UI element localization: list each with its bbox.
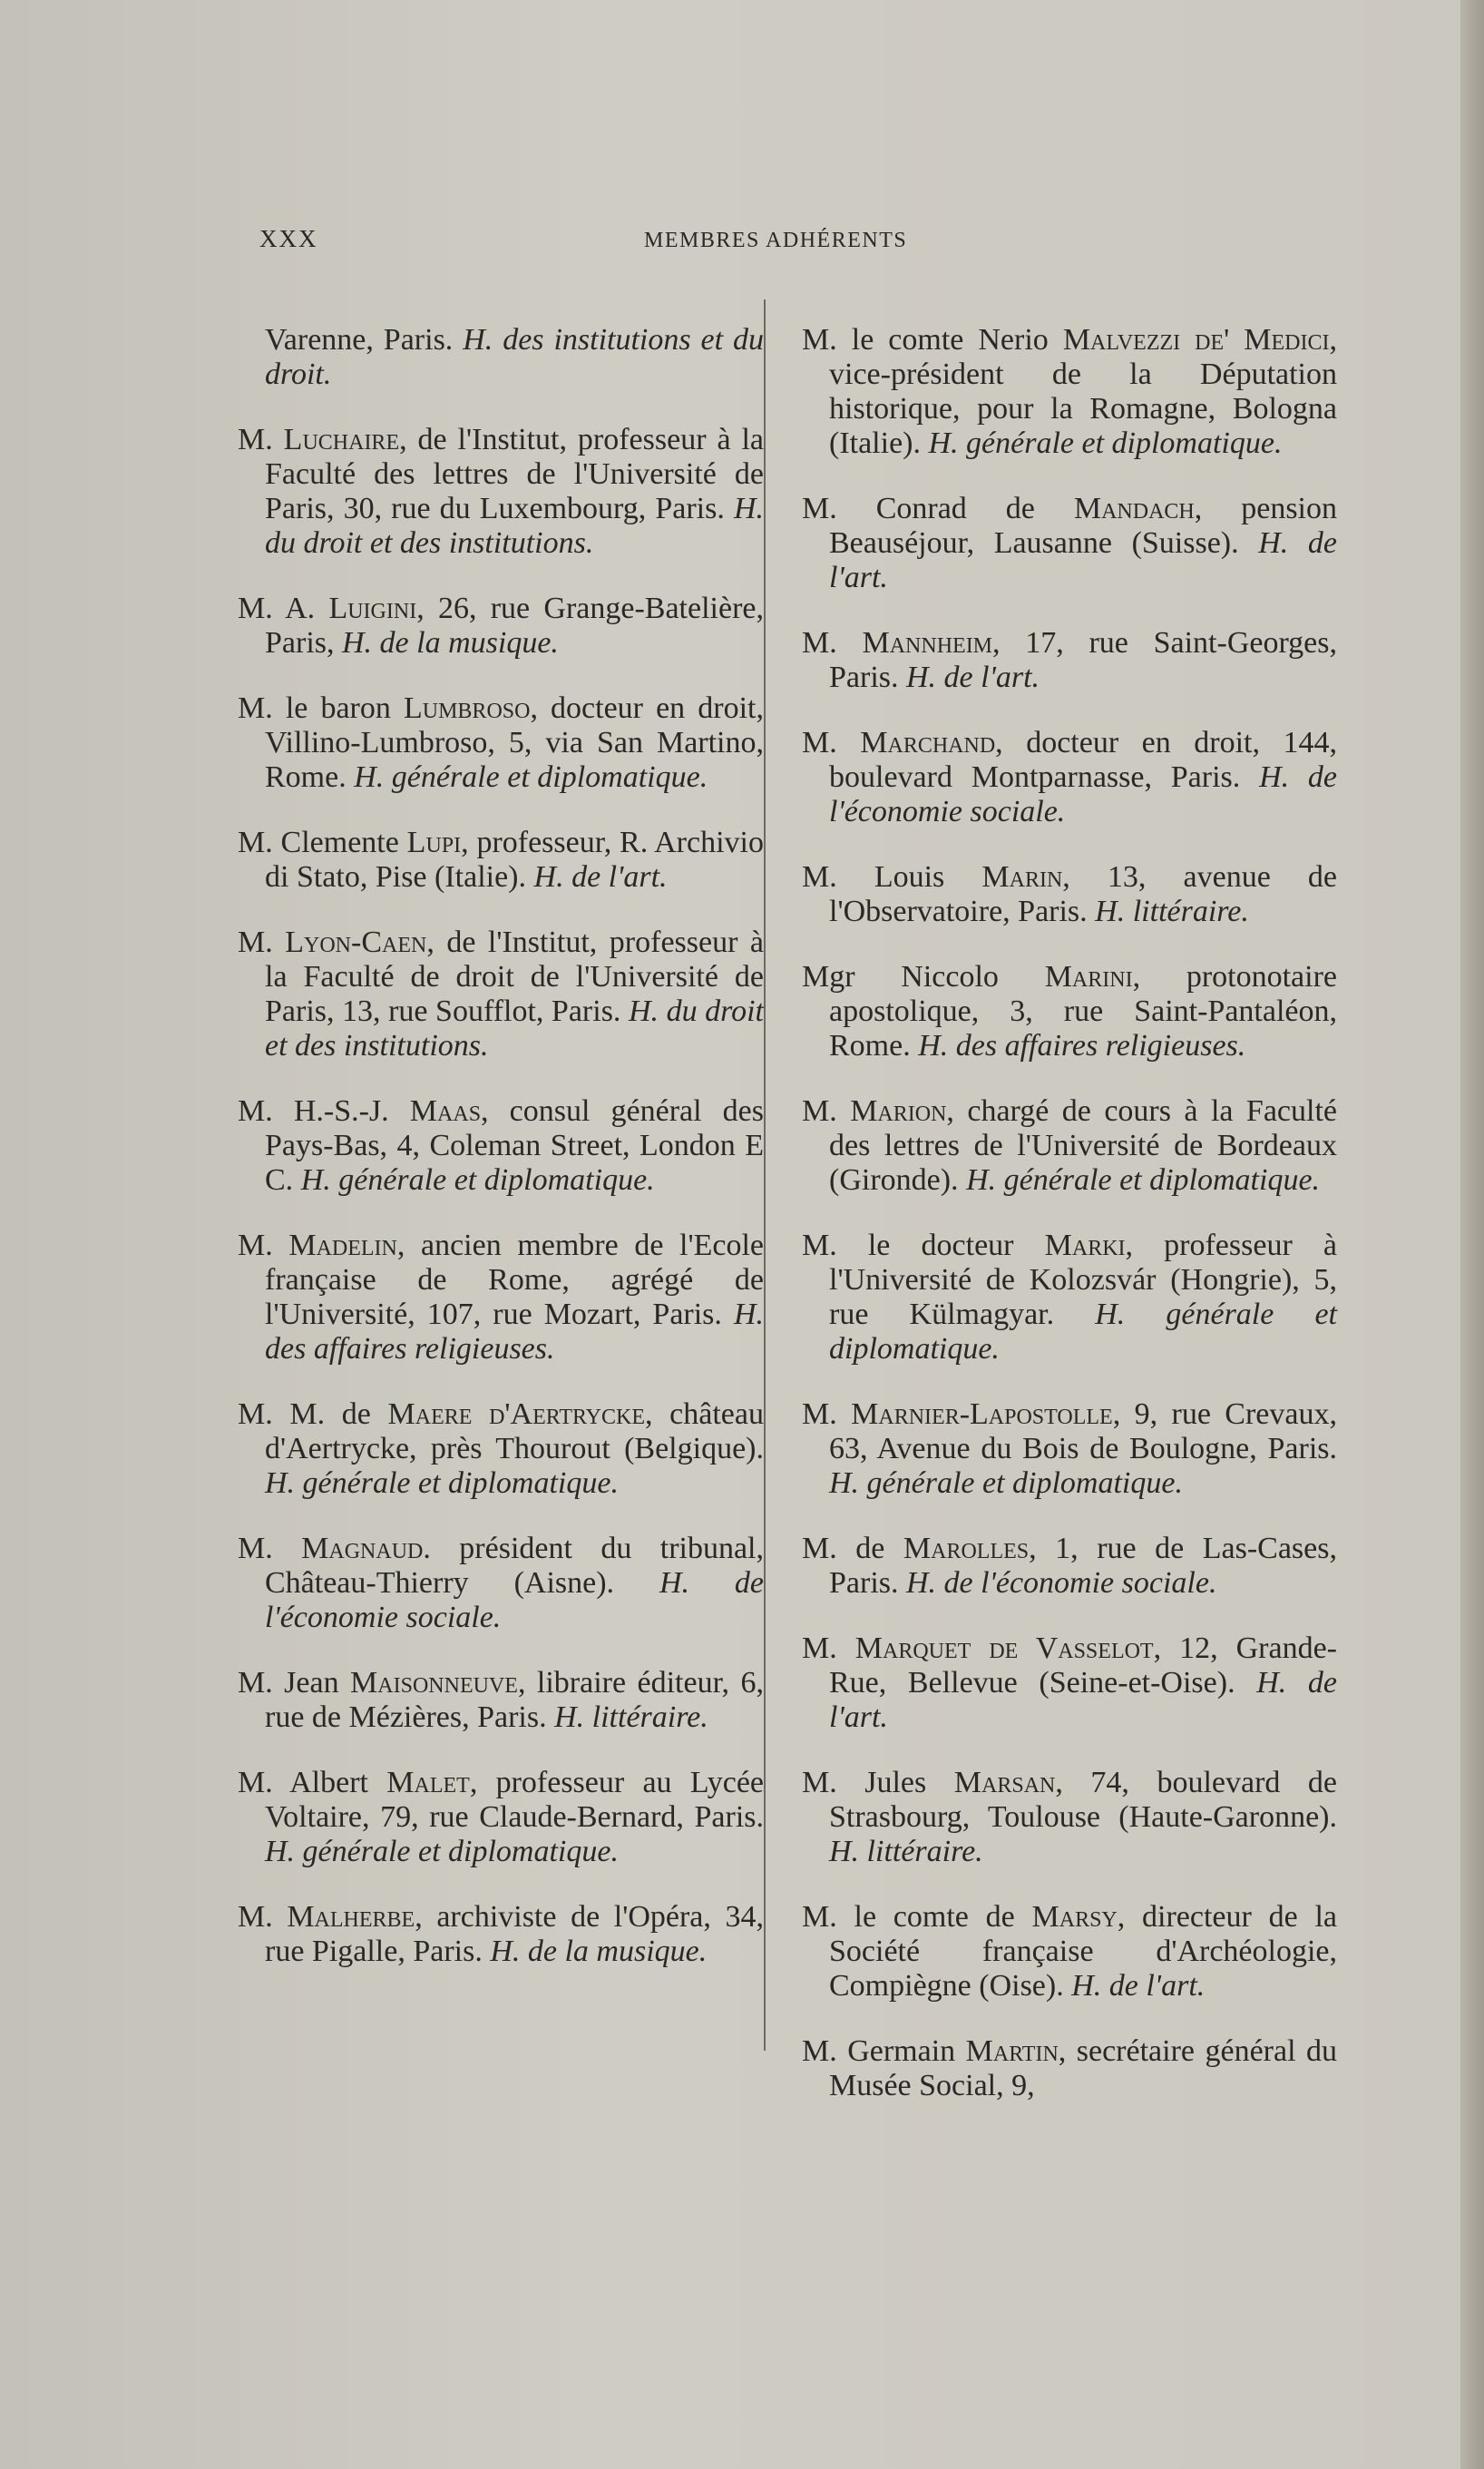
member-entry xyxy=(802,860,1337,929)
entry-title: M. xyxy=(238,926,286,959)
member-entry xyxy=(802,626,1337,695)
member-surname: Marini xyxy=(1044,960,1133,994)
entry-title: M. Albert xyxy=(238,1766,387,1799)
column-divider xyxy=(764,299,766,2051)
member-surname: Maere d'Aertrycke xyxy=(387,1397,646,1431)
member-details: , libraire éditeur, 6, rue de Mézières, Paris. xyxy=(265,1666,764,1734)
running-title: MEMBRES ADHÉRENTS xyxy=(644,229,908,252)
member-surname: Magnaud xyxy=(301,1532,424,1565)
member-details: , archiviste de l'Opéra, 34, rue Pigalle, Paris. xyxy=(265,1900,764,1968)
member-details: , professeur à l'Université de Kolozsvár (Hongrie), 5, rue Külmagyar. xyxy=(829,1229,1338,1331)
entry-title: M. le baron xyxy=(238,691,404,725)
entry-title: M. le comte Nerio xyxy=(802,323,1063,357)
history-section: H. de l'art. xyxy=(906,661,1040,694)
entry-title: M. le docteur xyxy=(802,1229,1045,1262)
member-entry xyxy=(802,1397,1337,1501)
member-entry xyxy=(238,926,764,1063)
history-section: H. de l'art. xyxy=(829,1666,1337,1734)
history-section: H. générale et diplomatique. xyxy=(354,760,708,794)
entry-title: M. xyxy=(802,1397,852,1431)
member-surname: Marolles xyxy=(903,1532,1030,1565)
member-entry xyxy=(238,1532,764,1635)
member-entry xyxy=(802,960,1337,1063)
history-section: H. générale et diplomatique. xyxy=(829,1298,1337,1366)
history-section: H. de l'art. xyxy=(829,526,1337,594)
page-edge-shadow xyxy=(1460,0,1484,2469)
member-surname: Maisonneuve xyxy=(350,1666,518,1700)
member-details: , directeur de la Société française d'Archéologie, Compiègne (Oise). xyxy=(829,1900,1337,2003)
member-entry xyxy=(238,423,764,561)
member-entry xyxy=(802,2034,1337,2103)
history-section: H. du droit et des institutions. xyxy=(265,994,764,1063)
entry-title: M. xyxy=(802,626,863,660)
entry-title: M. Clemente xyxy=(238,826,407,859)
entry-title: M. A. xyxy=(238,592,329,625)
entry-title: M. le comte de xyxy=(802,1900,1032,1934)
member-surname: Luchaire xyxy=(283,423,400,456)
member-surname: Marsan xyxy=(953,1766,1056,1799)
member-details: , de l'Institut, professeur à la Faculté de droit de l'Université de Paris, 13, rue Soufflot, Paris. xyxy=(265,926,764,1028)
member-details: , docteur en droit, 144, boulevard Montparnasse, Paris. xyxy=(829,726,1337,794)
history-section: H. des affaires religieuses. xyxy=(918,1029,1246,1063)
running-header xyxy=(259,225,958,261)
member-details: , 26, rue Grange-Batelière, Paris, xyxy=(265,592,764,660)
member-details: . président du tribunal, Château-Thierry (Aisne). xyxy=(265,1532,765,1600)
member-details: , professeur au Lycée Voltaire, 79, rue Claude-Bernard, Paris. xyxy=(265,1766,764,1834)
entry-title: M. xyxy=(238,1900,288,1934)
entry-title: M. Germain xyxy=(802,2034,966,2068)
member-entry xyxy=(238,691,764,795)
member-details: , pension Beauséjour, Lausanne (Suisse). xyxy=(829,492,1337,560)
member-details: , protonotaire apostolique, 3, rue Saint-Pantaléon, Rome. xyxy=(829,960,1337,1063)
entry-title: M. M. de xyxy=(238,1397,388,1431)
member-details: , 17, rue Saint-Georges, Paris. xyxy=(829,626,1338,694)
entry-title: M. xyxy=(802,1094,851,1128)
member-entry xyxy=(238,1900,764,1969)
history-section: H. de la musique. xyxy=(342,626,559,660)
member-surname: Malvezzi de' Medici xyxy=(1062,323,1330,357)
member-entry xyxy=(238,1666,764,1735)
entry-title: M. Conrad de xyxy=(802,492,1074,525)
history-section: H. de l'art. xyxy=(1071,1969,1206,2003)
history-section: H. littéraire. xyxy=(1095,895,1249,928)
member-entry xyxy=(802,1532,1337,1601)
member-surname: Marki xyxy=(1044,1229,1126,1262)
member-entry xyxy=(802,726,1337,829)
member-surname: Lumbroso xyxy=(403,691,531,725)
member-surname: Marsy xyxy=(1031,1900,1118,1934)
right-column xyxy=(802,292,1337,2113)
member-entry xyxy=(238,826,764,895)
history-section: H. de la musique. xyxy=(490,1935,708,1968)
entry-title: M. Jean xyxy=(238,1666,351,1700)
page-number: XXX xyxy=(259,225,318,252)
member-entry xyxy=(238,1397,764,1501)
history-section: H. générale et diplomatique. xyxy=(928,426,1283,460)
history-section: H. de l'art. xyxy=(533,860,668,894)
member-surname: Marchand xyxy=(860,726,996,759)
entry-title: M. Louis xyxy=(802,860,982,894)
member-surname: Martin xyxy=(965,2034,1059,2068)
history-section: H. de l'économie sociale. xyxy=(906,1566,1217,1600)
member-details: , chargé de cours à la Faculté des lettres de l'Université de Bordeaux (Gironde). xyxy=(829,1094,1338,1197)
history-section: H. du droit et des institutions. xyxy=(265,492,764,560)
member-details: , 12, Grande-Rue, Bellevue (Seine-et-Oise). xyxy=(829,1631,1338,1700)
history-section: H. littéraire. xyxy=(829,1835,983,1868)
member-entry xyxy=(238,323,764,392)
history-section: H. des affaires religieuses. xyxy=(265,1298,764,1366)
history-section: H. littéraire. xyxy=(554,1700,708,1734)
member-surname: Madelin xyxy=(288,1229,397,1262)
member-surname: Marnier-Lapostolle xyxy=(851,1397,1113,1431)
history-section: H. générale et diplomatique. xyxy=(265,1835,619,1868)
entry-title: M. de xyxy=(802,1532,903,1565)
entry-title: M. xyxy=(238,1229,289,1262)
history-section: H. de l'économie sociale. xyxy=(265,1566,764,1634)
member-details: , consul général des Pays-Bas, 4, Coleman Street, London E C. xyxy=(265,1094,764,1197)
member-details: , 13, avenue de l'Observatoire, Paris. xyxy=(829,860,1337,928)
member-details: , château d'Aertrycke, près Thourout (Belgique). xyxy=(265,1397,764,1465)
member-surname: Luigini xyxy=(328,592,417,625)
member-surname: Malet xyxy=(386,1766,470,1799)
member-surname: Lyon-Caen xyxy=(285,926,427,959)
member-entry xyxy=(802,1229,1337,1367)
history-section: H. générale et diplomatique. xyxy=(829,1466,1183,1500)
member-surname: Marin xyxy=(981,860,1063,894)
member-entry xyxy=(802,1900,1337,2004)
entry-title: M. xyxy=(802,726,861,759)
history-section: H. des institutions et du droit. xyxy=(265,323,764,391)
entry-title: M. xyxy=(238,423,284,456)
member-surname: Malherbe xyxy=(287,1900,415,1934)
history-section: H. de l'économie sociale. xyxy=(829,760,1337,828)
entry-title: M. Jules xyxy=(802,1766,954,1799)
entry-title: M. xyxy=(802,1631,855,1665)
member-entry xyxy=(802,1631,1337,1735)
entry-title: M. xyxy=(238,1532,302,1565)
history-section: H. générale et diplomatique. xyxy=(265,1466,619,1500)
member-surname: Maas xyxy=(409,1094,482,1128)
member-details: , 74, boulevard de Strasbourg, Toulouse (Haute-Garonne). xyxy=(829,1766,1338,1834)
history-section: H. générale et diplomatique. xyxy=(300,1163,655,1197)
entry-title: Mgr Niccolo xyxy=(802,960,1045,994)
member-surname: Marquet de Vasselot xyxy=(854,1631,1154,1665)
left-column xyxy=(238,292,764,1979)
member-entry xyxy=(238,1094,764,1198)
member-details: , professeur, R. Archivio di Stato, Pise (Italie). xyxy=(265,826,764,894)
member-surname: Mannheim xyxy=(862,626,993,660)
member-details: , 1, rue de Las-Cases, Paris. xyxy=(829,1532,1337,1600)
member-entry xyxy=(802,492,1337,595)
member-details: , docteur en droit, Villino-Lumbroso, 5, via San Martino, Rome. xyxy=(265,691,764,794)
member-details: , secrétaire général du Musée Social, 9, xyxy=(829,2034,1337,2102)
member-entry xyxy=(802,1766,1337,1869)
member-details: , 9, rue Crevaux, 63, Avenue du Bois de Boulogne, Paris. xyxy=(829,1397,1337,1465)
member-surname: Mandach xyxy=(1073,492,1195,525)
member-details: , ancien membre de l'Ecole française de Rome, agrégé de l'Université, 107, rue Mozart, Paris. xyxy=(265,1229,764,1331)
member-entry xyxy=(238,592,764,661)
entry-title: M. H.-S.-J. xyxy=(238,1094,410,1128)
member-details: , vice-président de la Députation historique, pour la Romagne, Bologna (Italie). xyxy=(829,323,1337,460)
history-section: H. générale et diplomatique. xyxy=(966,1163,1321,1197)
member-surname: Marion xyxy=(850,1094,947,1128)
member-entry xyxy=(802,323,1337,461)
member-details: , de l'Institut, professeur à la Faculté des lettres de l'Université de Paris, 30, rue du Luxembourg, Paris. xyxy=(265,423,764,525)
member-entry xyxy=(238,1229,764,1367)
member-entry xyxy=(238,1766,764,1869)
member-entry xyxy=(802,1094,1337,1198)
member-details: Varenne, Paris. xyxy=(265,323,464,357)
member-surname: Lupi xyxy=(406,826,462,859)
